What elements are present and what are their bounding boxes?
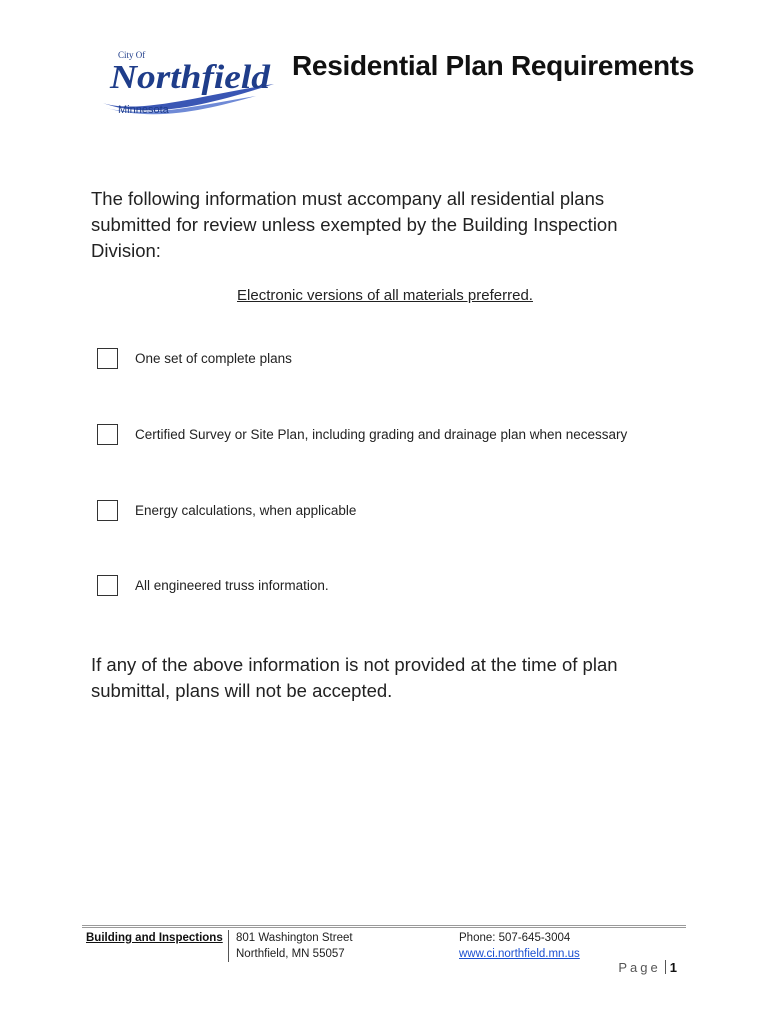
footer-website-link[interactable]: www.ci.northfield.mn.us [459, 948, 580, 960]
checklist-item-survey [97, 422, 627, 446]
intro-paragraph: The following information must accompany all residential plans submitted for review unless exempted by the Building Inspection Division: [91, 188, 618, 261]
city-logo [96, 44, 278, 120]
northfield-logo-graphic [96, 44, 278, 120]
logo-small-text: City Of [118, 50, 146, 60]
footer-separator [228, 930, 229, 962]
footer-contact [459, 930, 580, 962]
warning-paragraph: If any of the above information is not provided at the time of plan submittal, plans will not be accepted. [91, 654, 618, 701]
page-separator [665, 960, 666, 974]
page-number-label [618, 960, 677, 975]
document-title: Residential Plan Requirements [292, 50, 695, 81]
page-number: 1 [669, 960, 677, 975]
checklist-label: Energy calculations, when applicable [135, 502, 357, 518]
checkbox-truss[interactable] [97, 575, 118, 596]
footer-address-line1: 801 Washington Street [236, 932, 353, 944]
checkbox-energy[interactable] [97, 500, 118, 521]
logo-state: Minnesota [118, 104, 169, 116]
footer-divider [82, 925, 686, 928]
checkbox-survey[interactable] [97, 424, 118, 445]
footer-address-line2: Northfield, MN 55057 [236, 948, 345, 960]
logo-name: Northfield [108, 59, 272, 96]
checklist-label: Certified Survey or Site Plan, including grading and drainage plan when necessary [135, 426, 628, 442]
electronic-versions-note: Electronic versions of all materials preferred. [237, 287, 533, 304]
footer-department: Building and Inspections [86, 932, 223, 944]
checkbox-plans[interactable] [97, 348, 118, 369]
checklist-item-truss [97, 573, 329, 597]
footer-address [236, 930, 353, 962]
page-label: Page [618, 960, 661, 975]
checklist-item-plans [97, 346, 292, 370]
footer-phone: Phone: 507-645-3004 [459, 932, 571, 944]
checklist-label: One set of complete plans [135, 350, 292, 366]
checklist-label: All engineered truss information. [135, 577, 329, 593]
checklist-item-energy [97, 498, 356, 522]
